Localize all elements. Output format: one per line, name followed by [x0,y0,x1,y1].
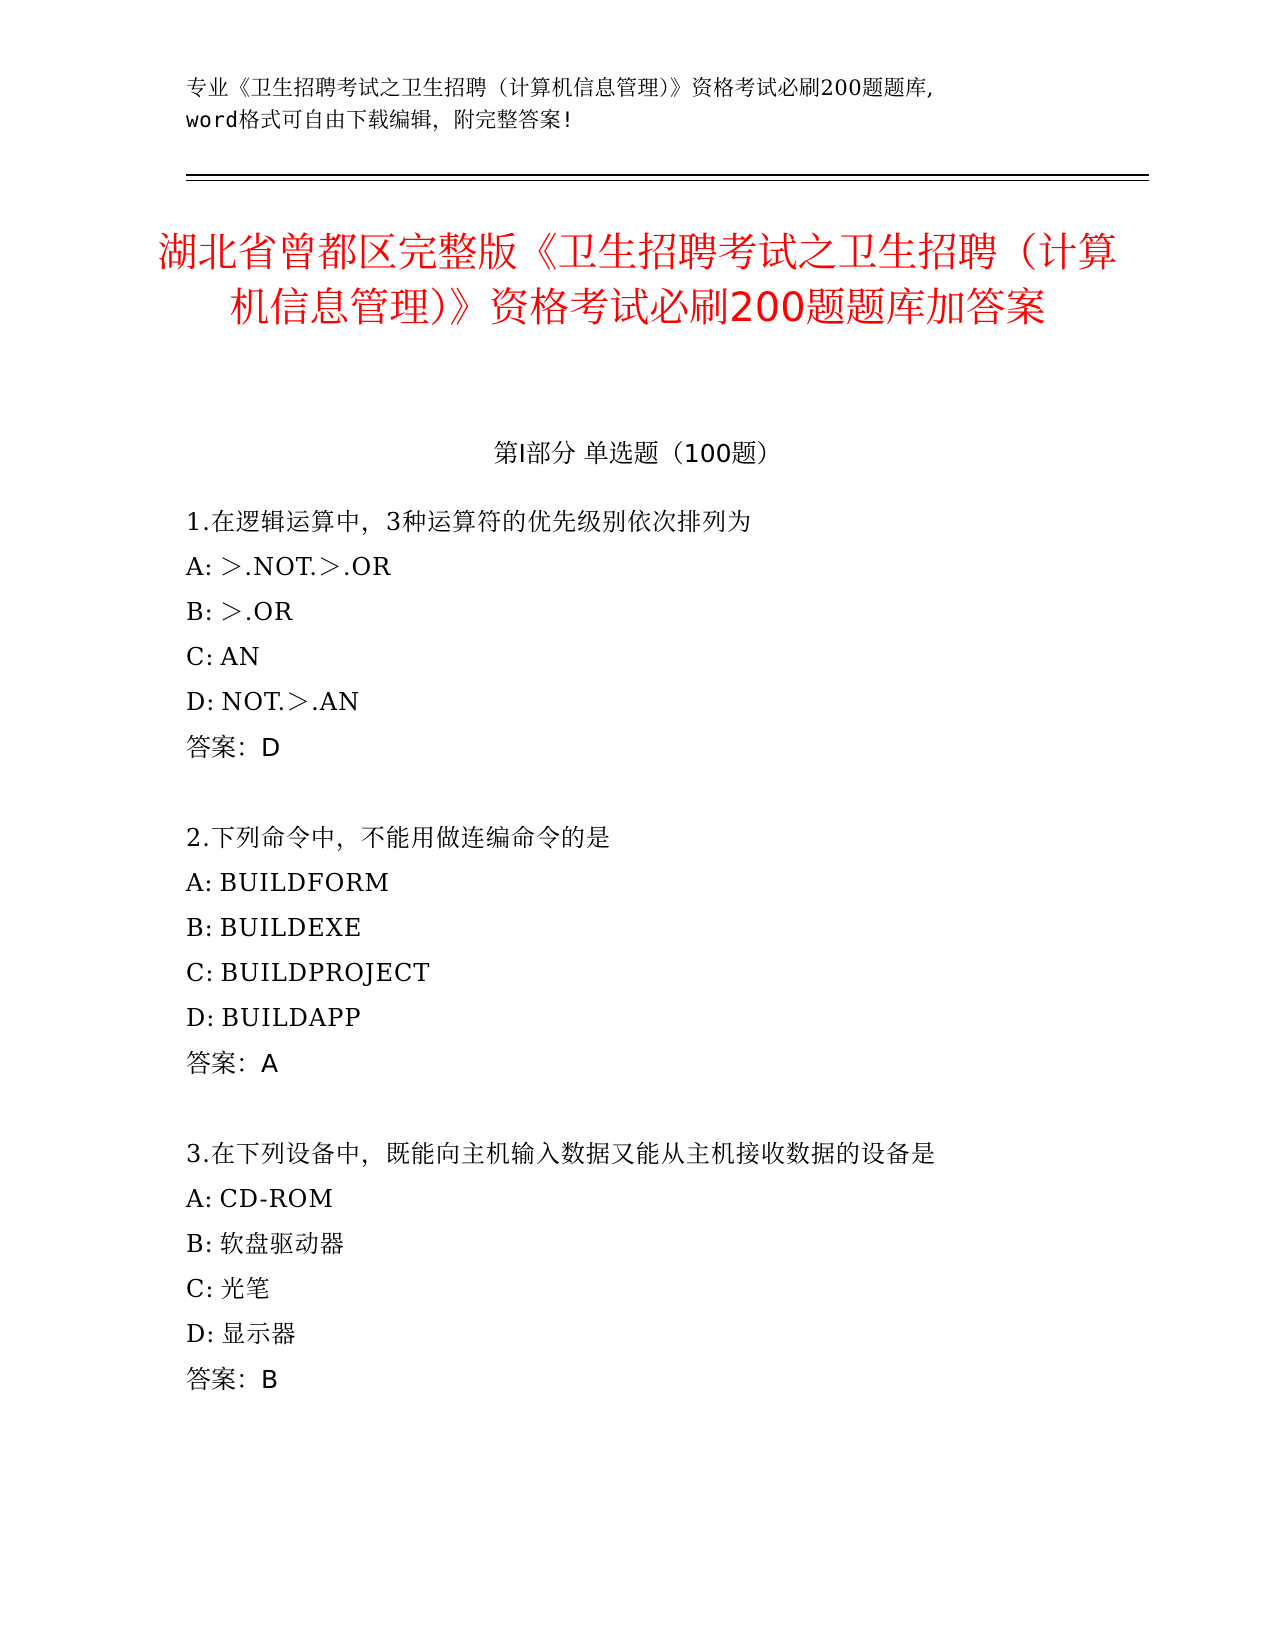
option-letter: A [186,1185,205,1213]
question-option-c [186,951,1086,996]
section-heading: 第Ⅰ部分 单选题（100题） [493,439,782,468]
header-note-line-2: word格式可自由下载编辑，附完整答案! [186,108,575,132]
question-option-a [186,1177,1086,1222]
question-option-d [186,680,1086,725]
question-option-d [186,1312,1086,1357]
header-rule-thick [186,174,1149,176]
option-letter: B [186,598,205,626]
question-3 [186,1132,1086,1402]
option-letter: D [186,1004,207,1032]
option-separator: : [205,643,215,671]
question-2 [186,816,1086,1086]
option-separator: : [206,688,216,716]
question-option-b [186,590,1086,635]
question-answer: 答案：B [186,1365,279,1394]
option-letter: B [186,1230,205,1258]
header-rule-thin [186,180,1149,181]
question-1 [186,500,1086,770]
option-separator: : [204,869,214,897]
document-title: 湖北省曾都区完整版《卫生招聘考试之卫生招聘（计算机信息管理）》资格考试必刷200题题库加答案 [157,230,1118,331]
option-letter: C [186,959,206,987]
option-letter: C [186,643,206,671]
question-option-c [186,635,1086,680]
option-text: 显示器 [221,1320,297,1348]
option-separator: : [206,1004,216,1032]
question-answer: 答案：A [186,1049,279,1078]
option-letter: D [186,688,207,716]
header-note [186,72,1086,136]
option-separator: : [206,1320,216,1348]
option-text: ＞.NOT.＞.OR [219,553,392,581]
option-text: BUILDEXE [219,914,363,942]
option-text: BUILDFORM [219,869,390,897]
question-stem: 3.在下列设备中，既能向主机输入数据又能从主机接收数据的设备是 [186,1140,936,1168]
option-separator: : [205,1275,215,1303]
question-option-a [186,545,1086,590]
option-text: BUILDPROJECT [220,959,431,987]
question-option-a [186,861,1086,906]
option-text: CD-ROM [219,1185,334,1213]
option-separator: : [204,553,214,581]
header-note-line-1: 专业《卫生招聘考试之卫生招聘（计算机信息管理）》资格考试必刷200题题库, [186,76,934,100]
option-letter: B [186,914,205,942]
option-separator: : [204,914,214,942]
option-text: 光笔 [220,1275,271,1303]
option-letter: C [186,1275,206,1303]
question-stem: 2.下列命令中，不能用做连编命令的是 [186,824,611,852]
option-letter: A [186,553,205,581]
option-letter: D [186,1320,207,1348]
option-separator: : [204,1230,214,1258]
option-separator: : [204,598,214,626]
option-separator: : [204,1185,214,1213]
question-answer: 答案：D [186,733,281,762]
question-option-d [186,996,1086,1041]
question-option-b [186,1222,1086,1267]
question-option-c [186,1267,1086,1312]
option-text: BUILDAPP [221,1004,362,1032]
option-text: ＞.OR [219,598,294,626]
question-stem: 1.在逻辑运算中，3种运算符的优先级别依次排列为 [186,508,753,536]
option-separator: : [205,959,215,987]
option-letter: A [186,869,205,897]
question-option-b [186,906,1086,951]
option-text: AN [220,643,261,671]
option-text: NOT.＞.AN [221,688,361,716]
option-text: 软盘驱动器 [219,1230,345,1258]
